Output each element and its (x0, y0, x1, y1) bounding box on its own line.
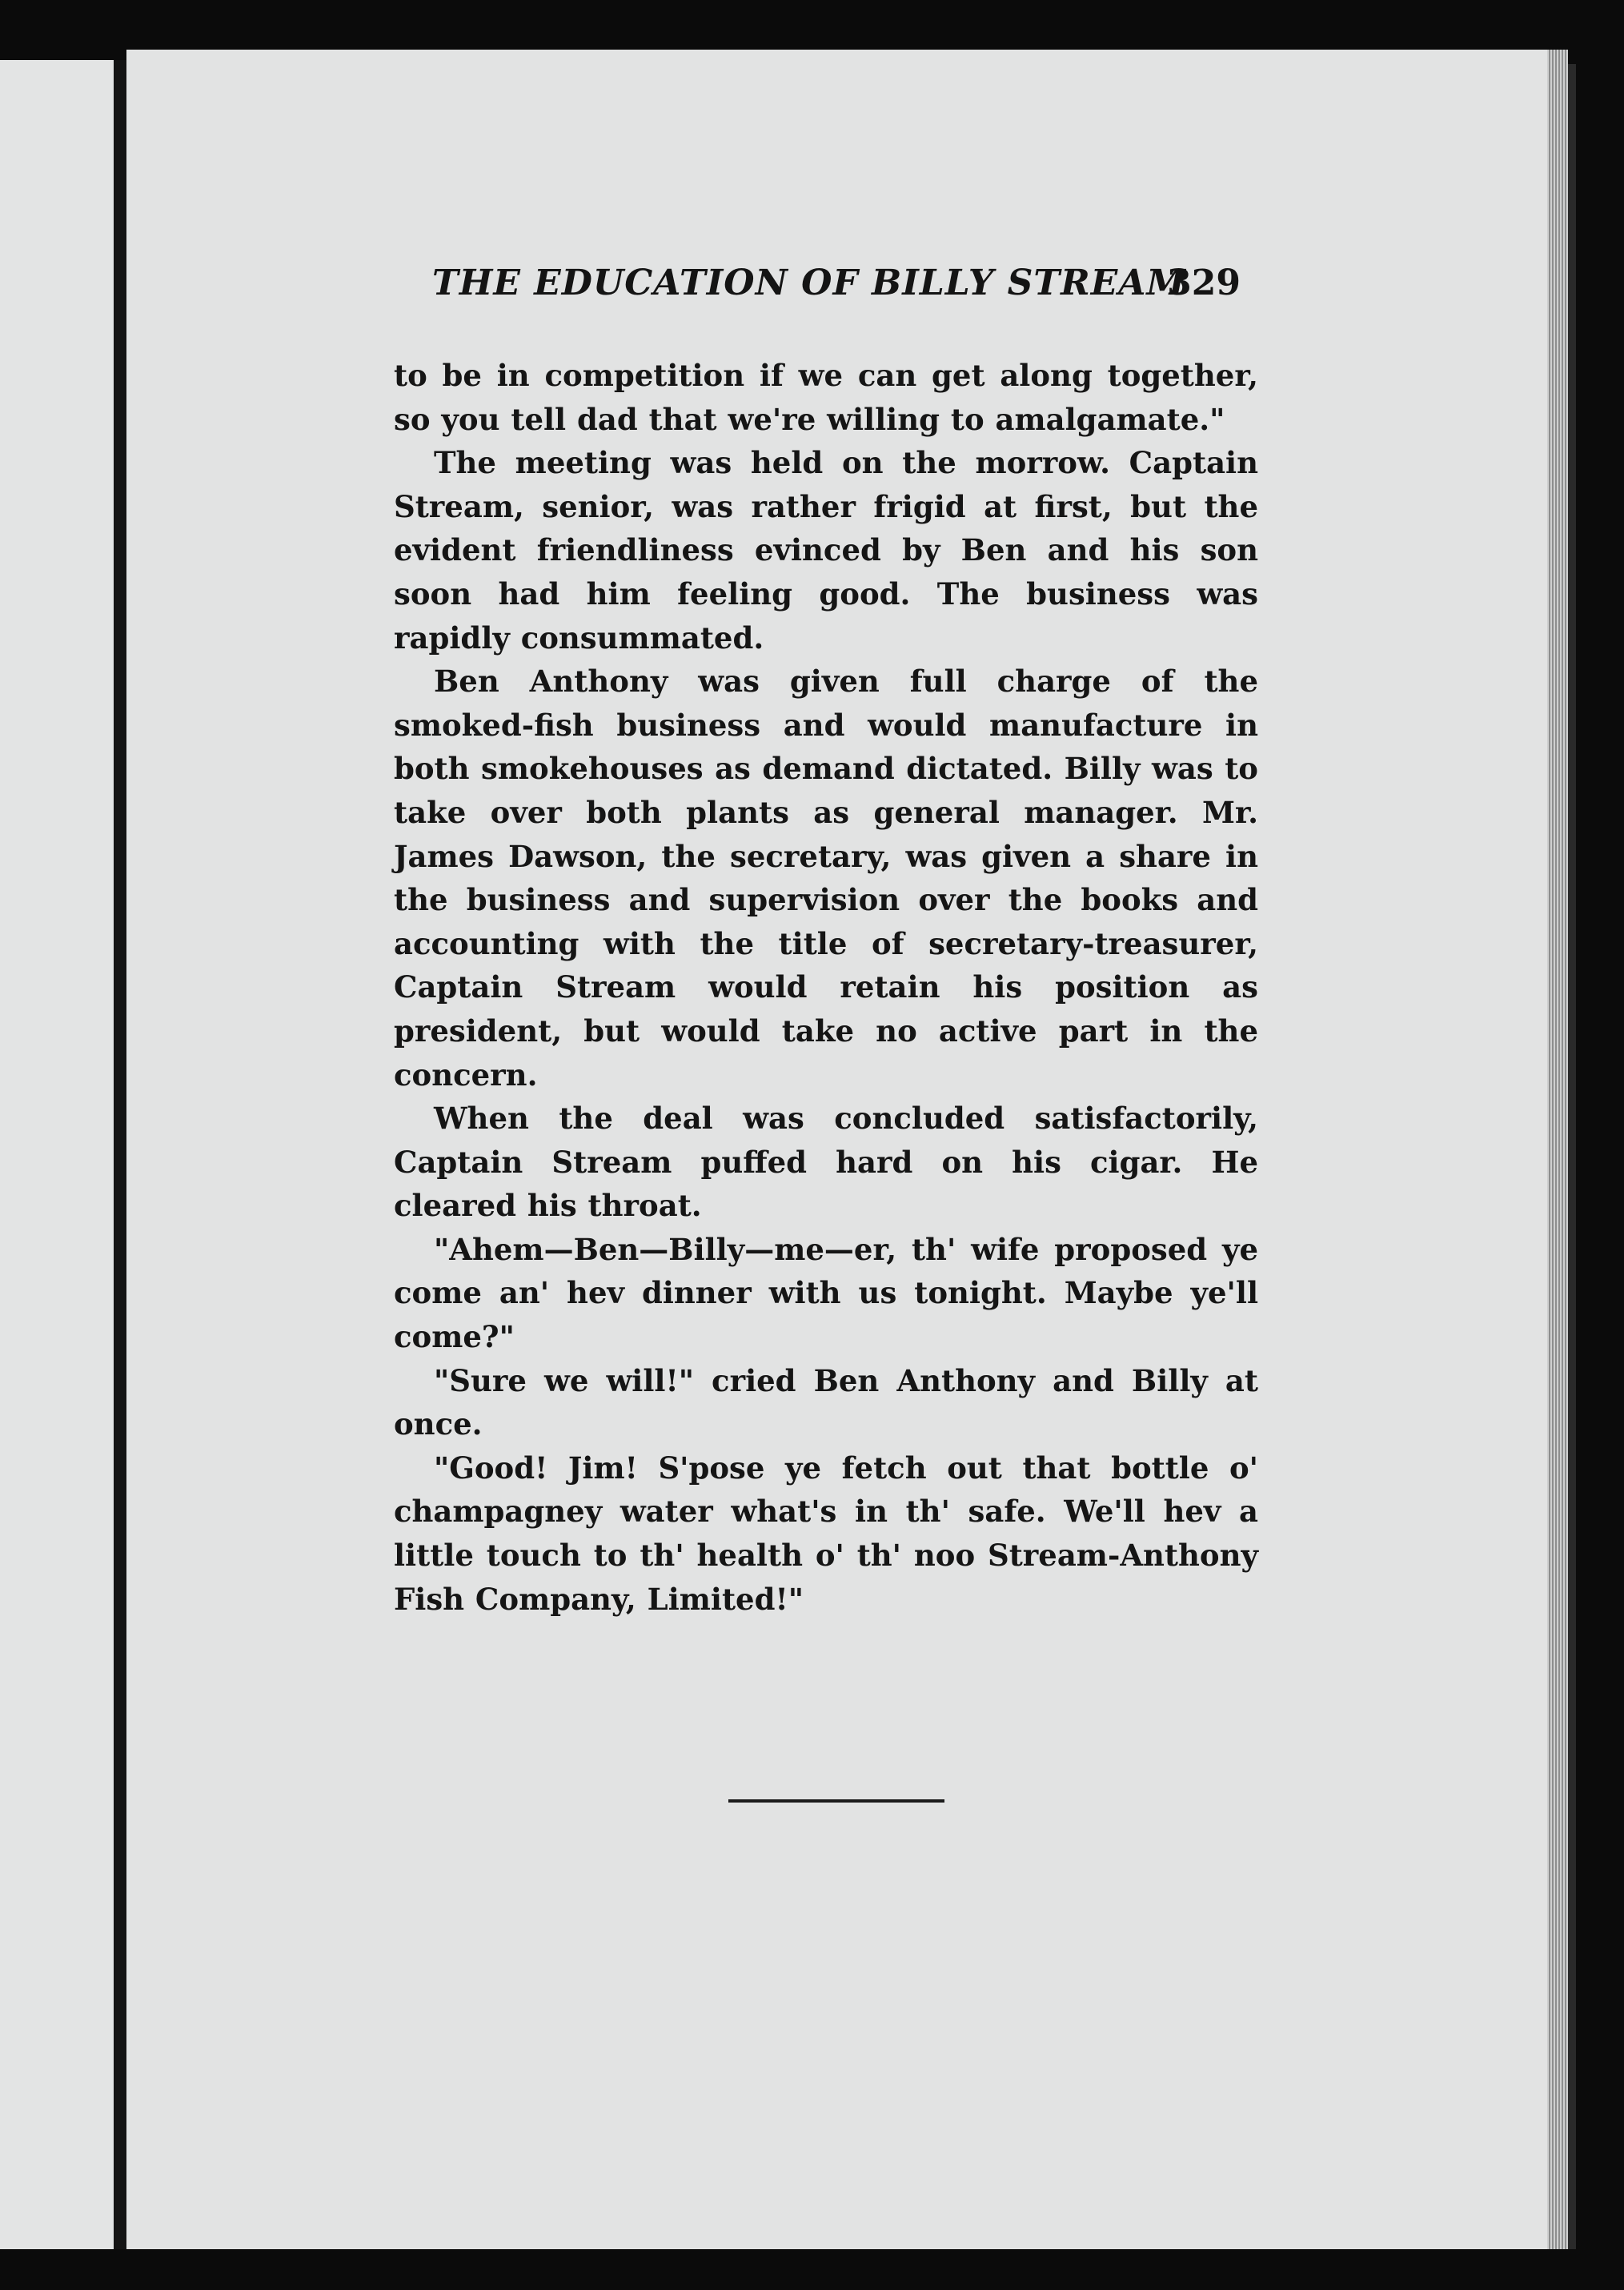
paragraph: When the deal was concluded satisfactorily, Captain Stream puffed hard on his cigar. He cleared his throat. (394, 1101, 1258, 1224)
running-head-title: THE EDUCATION OF BILLY STREAM (432, 263, 1187, 303)
page-shadow (1568, 64, 1576, 2249)
page-number: 329 (1167, 263, 1241, 303)
paragraph: "Good! Jim! S'pose ye fetch out that bottle o' champagney water what's in th' safe. We'll hev a little touch to th' health o' th' noo Stream-Anthony Fish Company, Limited!" (394, 1450, 1258, 1617)
paragraph: The meeting was held on the morrow. Captain Stream, senior, was rather frigid at first, but the evident friendliness evinced by Ben and his son soon had him feeling good. The business was rapidly consummated. (394, 445, 1258, 656)
running-head (432, 263, 1241, 311)
chapter-end-rule (728, 1799, 944, 1803)
book-gutter (114, 60, 126, 2249)
facing-page-edge (0, 60, 114, 2249)
paragraph: Ben Anthony was given full charge of the smoked-fish business and would manufacture in both smokehouses as demand dictated. Billy was to take over both plants as general manager. Mr. James Dawson, the secretary, was given a share in the business and supervision over the books and accounting with the title of secretary-treasurer, Captain Stream would retain his position as president, but would take no active part in the concern. (394, 664, 1258, 1093)
body-text (394, 354, 1258, 1621)
paragraph: "Sure we will!" cried Ben Anthony and Billy at once. (394, 1362, 1258, 1442)
page-stack-edge (1547, 50, 1568, 2249)
paragraph: to be in competition if we can get along together, so you tell dad that we're willing to amalgamate." (394, 358, 1258, 437)
paragraph: "Ahem—Ben—Billy—me—er, th' wife proposed ye come an' hev dinner with us tonight. Maybe ye'll come?" (394, 1231, 1258, 1355)
